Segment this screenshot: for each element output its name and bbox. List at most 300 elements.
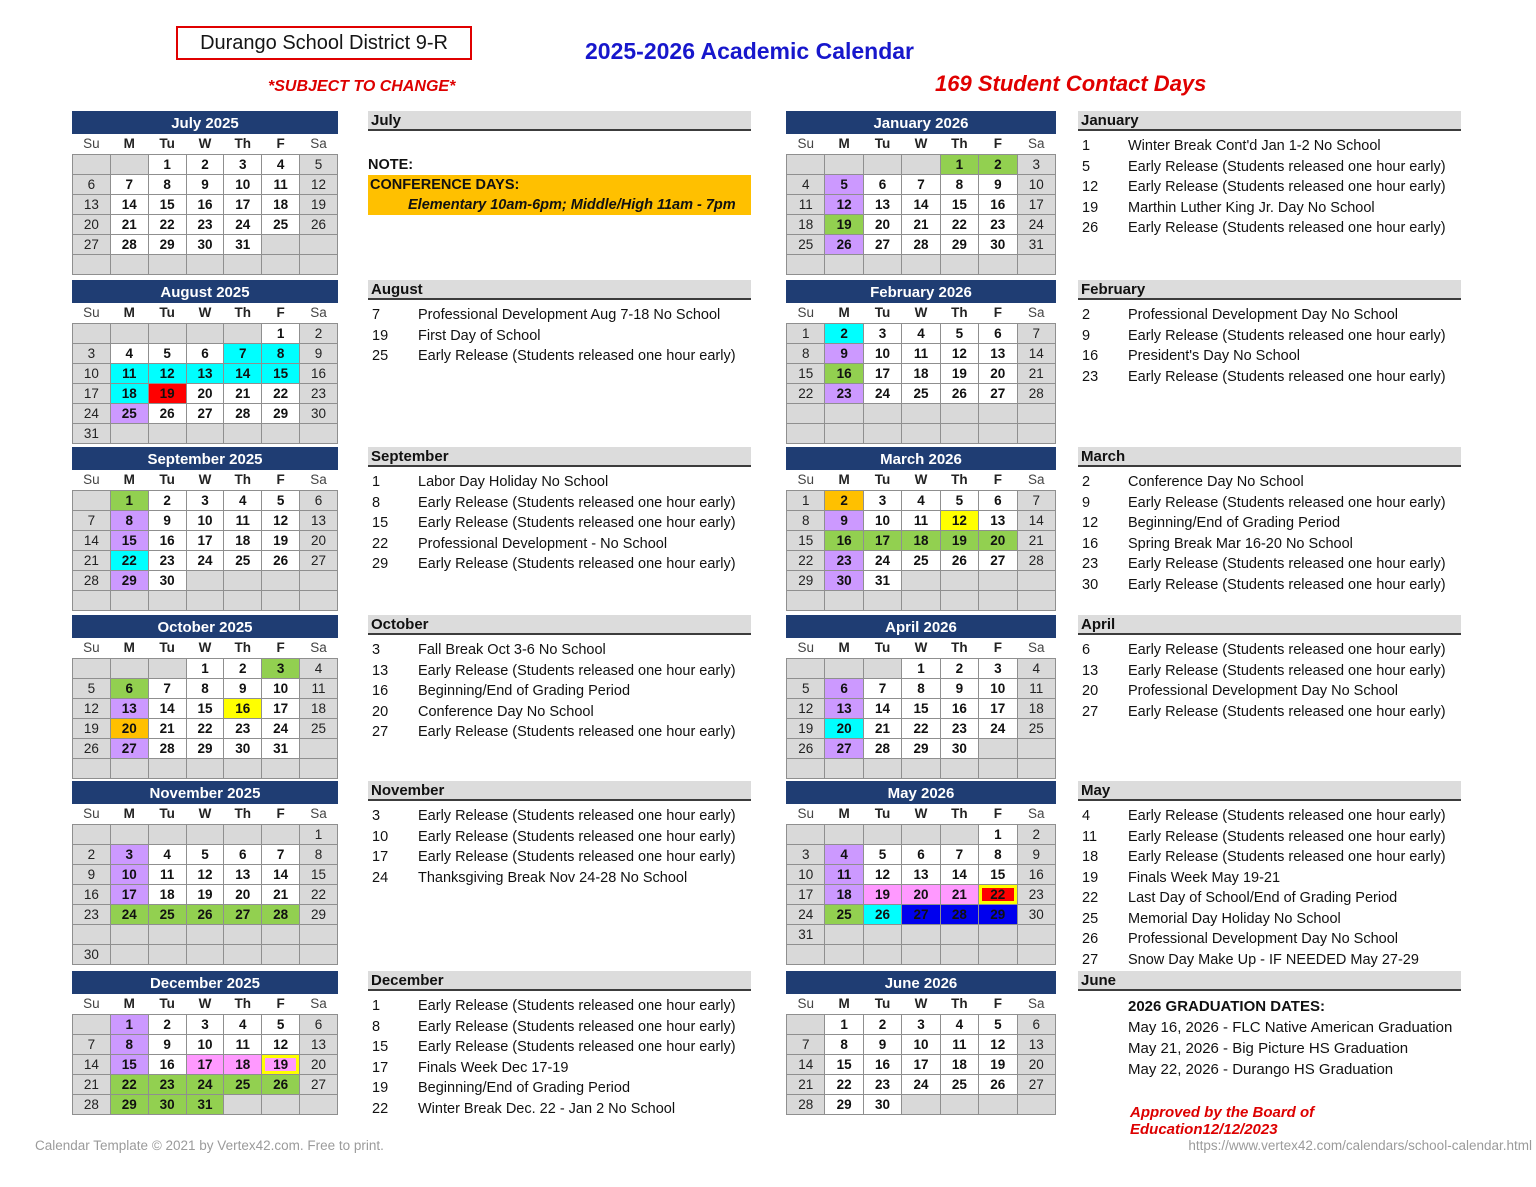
day-cell (902, 254, 940, 274)
day-cell (1017, 738, 1055, 758)
notes-list (1078, 806, 1461, 970)
day-cell (1017, 944, 1055, 964)
day-cell: 20 (902, 884, 940, 904)
day-header: Th (940, 804, 978, 824)
day-cell: 27 (902, 904, 940, 924)
day-header: Tu (863, 804, 901, 824)
day-cell: 16 (940, 698, 978, 718)
day-cell: 28 (73, 570, 111, 590)
note-row (368, 681, 751, 702)
day-header: Su (787, 470, 825, 490)
day-cell (979, 254, 1017, 274)
day-cell: 19 (73, 718, 111, 738)
day-cell (73, 758, 111, 778)
day-cell: 4 (902, 490, 940, 510)
day-cell: 16 (148, 1054, 186, 1074)
day-cell: 26 (262, 1074, 300, 1094)
day-cell (262, 234, 300, 254)
day-cell (186, 423, 224, 443)
day-cell: 23 (1017, 884, 1055, 904)
day-cell (902, 154, 940, 174)
day-cell (1017, 758, 1055, 778)
day-header: W (186, 638, 224, 658)
day-header: Su (73, 804, 111, 824)
note-row (1078, 534, 1461, 555)
day-cell: 6 (902, 844, 940, 864)
note-date: 15 (372, 515, 389, 531)
note-text: Early Release (Students released one hour early) (1128, 808, 1446, 824)
day-cell: 10 (262, 678, 300, 698)
day-cell: 26 (300, 214, 338, 234)
day-cell: 23 (825, 383, 863, 403)
day-cell: 19 (825, 214, 863, 234)
day-cell: 28 (902, 234, 940, 254)
day-cell: 25 (787, 234, 825, 254)
note-text: Early Release (Students released one hour early) (418, 1018, 736, 1035)
note-row (368, 640, 751, 661)
day-header: M (825, 638, 863, 658)
day-cell: 16 (825, 530, 863, 550)
day-cell: 16 (148, 530, 186, 550)
day-cell (825, 924, 863, 944)
day-cell (224, 944, 262, 964)
day-cell: 28 (863, 738, 901, 758)
day-cell: 12 (940, 510, 978, 530)
note-row (1078, 218, 1461, 239)
day-cell (73, 490, 111, 510)
day-cell: 4 (902, 323, 940, 343)
day-cell (148, 944, 186, 964)
notes-list (368, 996, 751, 1119)
day-header: F (979, 804, 1017, 824)
day-cell: 22 (787, 550, 825, 570)
note-date: 11 (1082, 828, 1098, 845)
note-row (1078, 367, 1461, 388)
day-cell: 1 (148, 154, 186, 174)
day-cell: 17 (110, 884, 148, 904)
note-text: Finals Week Dec 17-19 (418, 1059, 569, 1076)
note-row (1078, 640, 1461, 661)
note-date: 16 (372, 683, 389, 699)
note-row (368, 493, 751, 514)
note-text: Early Release (Students released one hour early) (418, 662, 736, 679)
day-cell: 9 (1017, 844, 1055, 864)
day-cell: 28 (262, 904, 300, 924)
day-cell: 23 (148, 550, 186, 570)
day-cell: 11 (940, 1034, 978, 1054)
note-date: 26 (1082, 220, 1099, 236)
day-cell: 6 (110, 678, 148, 698)
day-cell (110, 254, 148, 274)
day-cell (110, 658, 148, 678)
day-cell: 29 (110, 1094, 148, 1114)
note-row (1078, 827, 1461, 848)
day-header: F (262, 470, 300, 490)
day-cell: 1 (186, 658, 224, 678)
day-cell: 5 (300, 154, 338, 174)
note-row (368, 1017, 751, 1038)
note-text: Professional Development Day No School (1128, 931, 1398, 947)
day-cell (1017, 570, 1055, 590)
note-row (1078, 909, 1461, 930)
day-cell: 7 (863, 678, 901, 698)
month-grid (786, 638, 1056, 779)
day-cell (1017, 423, 1055, 443)
note-text: Early Release (Students released one hour early) (1128, 576, 1446, 593)
day-cell: 16 (73, 884, 111, 904)
day-cell: 18 (902, 363, 940, 383)
month-grid (72, 638, 338, 779)
day-header: Su (787, 638, 825, 658)
day-cell (902, 403, 940, 423)
day-cell: 3 (863, 323, 901, 343)
day-cell (300, 590, 338, 610)
day-cell: 29 (300, 904, 338, 924)
note-row (1078, 575, 1461, 596)
note-text: Spring Break Mar 16-20 No School (1128, 535, 1353, 552)
calendar-july-2025 (72, 111, 338, 275)
july-note-block (368, 155, 751, 215)
note-date: 3 (372, 808, 381, 824)
note-row (1078, 847, 1461, 868)
note-date: 19 (372, 327, 389, 344)
day-cell (787, 403, 825, 423)
day-cell: 31 (1017, 234, 1055, 254)
day-cell (262, 824, 300, 844)
note-row (1078, 554, 1461, 575)
day-header: W (186, 470, 224, 490)
day-cell: 15 (940, 194, 978, 214)
day-cell: 6 (186, 343, 224, 363)
calendar-november-2025 (72, 781, 338, 965)
month-grid (72, 470, 338, 611)
note-text: Conference Day No School (418, 703, 594, 720)
note-row (368, 1058, 751, 1079)
day-cell: 6 (73, 174, 111, 194)
day-cell: 2 (224, 658, 262, 678)
day-cell (940, 590, 978, 610)
note-row (368, 996, 751, 1017)
day-cell: 17 (224, 194, 262, 214)
day-cell (787, 154, 825, 174)
day-cell: 3 (787, 844, 825, 864)
day-cell: 19 (262, 1054, 300, 1074)
day-cell: 27 (979, 383, 1017, 403)
day-cell: 16 (186, 194, 224, 214)
note-text: Professional Development Aug 7-18 No School (418, 307, 721, 323)
day-cell: 9 (148, 510, 186, 530)
day-cell: 24 (902, 1074, 940, 1094)
day-header: Th (940, 470, 978, 490)
day-cell (224, 323, 262, 343)
month-title: September 2025 (72, 447, 338, 470)
day-cell: 19 (979, 1054, 1017, 1074)
day-cell: 2 (940, 658, 978, 678)
day-cell: 9 (148, 1034, 186, 1054)
day-cell (262, 758, 300, 778)
day-cell: 3 (224, 154, 262, 174)
day-cell (300, 234, 338, 254)
note-row (368, 868, 751, 889)
day-cell (902, 570, 940, 590)
day-header: M (110, 470, 148, 490)
month-grid (786, 804, 1056, 965)
note-text: Early Release (Students released one hour early) (418, 1039, 736, 1055)
day-cell: 2 (186, 154, 224, 174)
day-cell: 10 (110, 864, 148, 884)
day-cell (110, 824, 148, 844)
day-cell: 13 (186, 363, 224, 383)
conference-days-detail: Elementary 10am-6pm; Middle/High 11am - 7pm (408, 197, 736, 213)
day-cell (224, 758, 262, 778)
day-cell (148, 924, 186, 944)
day-cell: 26 (73, 738, 111, 758)
note-date: 1 (372, 998, 381, 1014)
note-date: 15 (372, 1039, 389, 1055)
day-cell: 18 (224, 1054, 262, 1074)
note-text: Early Release (Students released one hour early) (1128, 368, 1446, 385)
day-cell (825, 590, 863, 610)
day-cell: 10 (186, 510, 224, 530)
day-cell (825, 658, 863, 678)
note-date: 7 (372, 307, 381, 323)
day-cell (940, 924, 978, 944)
note-text: Early Release (Students released one hour early) (1128, 662, 1446, 679)
day-cell (300, 423, 338, 443)
day-cell (787, 824, 825, 844)
day-header: W (186, 804, 224, 824)
calendar-january-2026 (786, 111, 1056, 275)
day-cell (224, 590, 262, 610)
day-cell: 30 (148, 1094, 186, 1114)
day-cell (863, 658, 901, 678)
day-cell: 20 (300, 1054, 338, 1074)
day-cell: 30 (300, 403, 338, 423)
day-cell (148, 590, 186, 610)
day-cell: 26 (262, 550, 300, 570)
day-cell: 24 (186, 550, 224, 570)
note-date: 1 (1082, 138, 1091, 154)
day-cell: 31 (262, 738, 300, 758)
day-cell: 23 (863, 1074, 901, 1094)
day-cell: 17 (979, 698, 1017, 718)
note-text: Beginning/End of Grading Period (418, 1080, 631, 1096)
day-cell (300, 944, 338, 964)
day-cell: 14 (787, 1054, 825, 1074)
day-header: Tu (148, 303, 186, 323)
note-date: 13 (372, 662, 389, 679)
day-cell (110, 944, 148, 964)
day-header: Tu (863, 638, 901, 658)
day-cell: 26 (186, 904, 224, 924)
day-cell: 21 (1017, 363, 1055, 383)
day-cell: 11 (825, 864, 863, 884)
month-title: June 2026 (786, 971, 1056, 994)
note-row (368, 534, 751, 555)
day-cell: 14 (1017, 343, 1055, 363)
day-cell: 15 (787, 530, 825, 550)
day-header: Tu (148, 804, 186, 824)
note-row (1078, 472, 1461, 493)
notes-month-header: June (1078, 971, 1461, 991)
day-cell: 29 (979, 904, 1017, 924)
day-cell: 30 (73, 944, 111, 964)
day-cell: 15 (902, 698, 940, 718)
day-cell: 11 (148, 864, 186, 884)
day-header: F (979, 994, 1017, 1014)
day-cell: 3 (110, 844, 148, 864)
day-cell: 7 (940, 844, 978, 864)
day-cell: 8 (300, 844, 338, 864)
day-cell: 20 (224, 884, 262, 904)
day-cell: 27 (1017, 1074, 1055, 1094)
day-cell: 18 (110, 383, 148, 403)
day-cell (787, 758, 825, 778)
day-header: Sa (1017, 134, 1055, 154)
day-cell: 12 (186, 864, 224, 884)
calendar-june-2026 (786, 971, 1056, 1115)
day-cell: 4 (787, 174, 825, 194)
day-cell (73, 658, 111, 678)
day-cell: 2 (300, 323, 338, 343)
conference-days-title: CONFERENCE DAYS: (370, 177, 520, 193)
note-text: Thanksgiving Break Nov 24-28 No School (418, 869, 688, 886)
day-cell (148, 758, 186, 778)
day-header: Su (787, 994, 825, 1014)
day-cell: 22 (787, 383, 825, 403)
day-cell (979, 570, 1017, 590)
day-cell: 17 (186, 530, 224, 550)
day-cell: 1 (979, 824, 1017, 844)
day-header: Sa (300, 134, 338, 154)
day-cell (73, 323, 111, 343)
day-header: Sa (300, 470, 338, 490)
month-title: March 2026 (786, 447, 1056, 470)
board-approval-note: Approved by the Board of Education12/12/2023 (1130, 1104, 1315, 1138)
day-cell: 12 (787, 698, 825, 718)
notes-month-header: May (1078, 781, 1461, 801)
day-cell: 12 (825, 194, 863, 214)
day-cell: 27 (979, 550, 1017, 570)
day-cell (979, 944, 1017, 964)
notes-february (1078, 280, 1461, 387)
day-cell: 12 (262, 1034, 300, 1054)
day-cell: 23 (73, 904, 111, 924)
day-cell (1017, 1094, 1055, 1114)
day-cell: 17 (262, 698, 300, 718)
day-cell: 6 (979, 490, 1017, 510)
subject-to-change-label: *SUBJECT TO CHANGE* (268, 78, 456, 95)
day-cell: 27 (110, 738, 148, 758)
graduation-date-line: May 22, 2026 - Durango HS Graduation (1128, 1061, 1394, 1078)
day-cell: 27 (186, 403, 224, 423)
day-cell (262, 423, 300, 443)
day-header: M (110, 804, 148, 824)
day-cell: 20 (73, 214, 111, 234)
day-cell: 5 (940, 323, 978, 343)
day-header: Tu (148, 994, 186, 1014)
day-cell (979, 758, 1017, 778)
day-cell (262, 254, 300, 274)
note-row (1078, 326, 1461, 347)
day-header: M (110, 994, 148, 1014)
day-cell: 22 (902, 718, 940, 738)
notes-month-header: July (368, 111, 751, 131)
day-cell: 18 (262, 194, 300, 214)
day-cell: 8 (825, 1034, 863, 1054)
day-cell: 20 (863, 214, 901, 234)
day-cell: 12 (262, 510, 300, 530)
day-cell: 25 (1017, 718, 1055, 738)
day-cell: 8 (787, 343, 825, 363)
note-row (1078, 661, 1461, 682)
day-cell: 4 (148, 844, 186, 864)
note-row (368, 346, 751, 367)
day-cell: 17 (863, 363, 901, 383)
day-cell: 23 (300, 383, 338, 403)
day-cell: 1 (825, 1014, 863, 1034)
day-cell: 3 (186, 1014, 224, 1034)
day-cell: 1 (300, 824, 338, 844)
day-header: M (110, 134, 148, 154)
notes-month-header: November (368, 781, 751, 801)
notes-june (1078, 971, 1461, 1138)
day-header: M (825, 804, 863, 824)
day-cell: 1 (787, 323, 825, 343)
note-date: 19 (1082, 869, 1099, 886)
day-cell: 20 (1017, 1054, 1055, 1074)
day-cell (148, 658, 186, 678)
day-cell: 30 (224, 738, 262, 758)
day-cell (940, 570, 978, 590)
note-text: Early Release (Students released one hour early) (418, 515, 736, 531)
day-cell: 15 (787, 363, 825, 383)
day-cell: 23 (148, 1074, 186, 1094)
day-cell (825, 824, 863, 844)
day-cell: 23 (825, 550, 863, 570)
notes-january (1078, 111, 1461, 239)
day-cell: 22 (110, 550, 148, 570)
day-cell: 30 (979, 234, 1017, 254)
day-cell: 25 (902, 550, 940, 570)
day-cell (73, 824, 111, 844)
note-date: 10 (372, 828, 389, 845)
day-cell: 7 (224, 343, 262, 363)
day-cell: 14 (73, 1054, 111, 1074)
note-row (1078, 950, 1461, 971)
day-cell: 31 (863, 570, 901, 590)
day-cell: 18 (787, 214, 825, 234)
day-cell: 6 (825, 678, 863, 698)
day-cell: 6 (863, 174, 901, 194)
notes-month-header: February (1078, 280, 1461, 300)
note-date: 16 (1082, 348, 1099, 364)
day-cell: 14 (940, 864, 978, 884)
day-cell: 19 (787, 718, 825, 738)
day-cell (940, 758, 978, 778)
month-title: August 2025 (72, 280, 338, 303)
day-cell: 27 (224, 904, 262, 924)
note-text: Early Release (Students released one hour early) (418, 808, 736, 824)
note-date: 27 (372, 724, 389, 740)
day-cell: 17 (863, 530, 901, 550)
month-title: December 2025 (72, 971, 338, 994)
day-cell: 21 (940, 884, 978, 904)
day-cell: 22 (940, 214, 978, 234)
note-text: Early Release (Students released one hour early) (1128, 158, 1446, 175)
calendar-october-2025 (72, 615, 338, 779)
day-cell: 24 (863, 383, 901, 403)
